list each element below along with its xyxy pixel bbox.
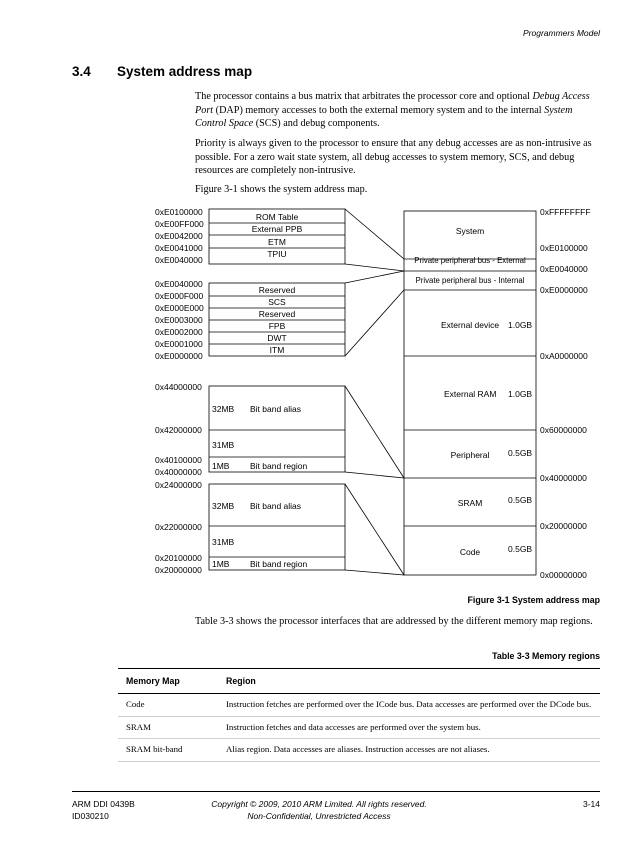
alias-label: Bit band alias <box>250 501 302 511</box>
addr-label: 0xE0000000 <box>155 351 203 361</box>
doc-id: ARM DDI 0439B <box>72 799 135 809</box>
column-header: Memory Map <box>118 669 218 694</box>
region-size: 1.0GB <box>508 320 533 330</box>
table-cell: Alias region. Data accesses are aliases. Instruction accesses are not aliases. <box>218 739 600 762</box>
addr-label: 0xE000F000 <box>155 291 204 301</box>
region-label: Bit band region <box>250 559 308 569</box>
addr-label: 0x40000000 <box>155 467 202 477</box>
footer-divider <box>72 791 600 792</box>
addr-label: 0x00000000 <box>540 570 587 580</box>
addr-label: 0xE000E000 <box>155 303 204 313</box>
block-label: DWT <box>267 333 287 343</box>
region-size-label: 1MB <box>212 461 230 471</box>
block-label: ITM <box>269 345 285 355</box>
text-run: (DAP) memory accesses to both the external memory system and to the internal <box>213 104 545 116</box>
addr-label: 0x44000000 <box>155 382 202 392</box>
block-label: Reserved <box>258 309 296 319</box>
block-label: FPB <box>268 321 286 331</box>
addr-label: 0x20000000 <box>540 521 587 531</box>
region-size: 0.5GB <box>508 495 533 505</box>
table-cell: Instruction fetches and data accesses are performed over the system bus. <box>218 716 600 739</box>
region-name: SRAM <box>457 498 483 508</box>
copyright: Copyright © 2009, 2010 ARM Limited. All rights reserved. <box>211 799 427 809</box>
addr-label: 0xE0001000 <box>155 339 203 349</box>
table-row <box>118 739 600 762</box>
region-size: 1.0GB <box>508 389 533 399</box>
addr-label: 0xE0040000 <box>155 255 203 265</box>
region-label: Bit band region <box>250 461 308 471</box>
paragraph-priority: Priority is always given to the processor to ensure that any debug accesses are as non-intrusive as possible. For a zero wait state system, all debug accesses to system memory, SCS, and debug resources are completely non-intrusive. <box>195 138 592 176</box>
addr-label: 0xE0042000 <box>155 231 203 241</box>
text-run-italic: Debug Access Port <box>195 91 590 116</box>
system-address-map-figure <box>0 195 638 600</box>
region-name: Code <box>459 547 481 557</box>
addr-label: 0x22000000 <box>155 522 202 532</box>
peripheral-bitband-box <box>209 386 345 472</box>
section-number: 3.4 <box>72 64 91 79</box>
region-name: System <box>455 226 485 236</box>
block-label: ETM <box>268 237 286 247</box>
region-name: Private peripheral bus - External <box>414 256 526 265</box>
block-label: TPIU <box>267 249 287 259</box>
table-row <box>118 716 600 739</box>
addr-label: 0xE0002000 <box>155 327 203 337</box>
addr-label: 0xE0100000 <box>540 243 588 253</box>
block-label: Reserved <box>258 285 296 295</box>
addr-label: 0x20000000 <box>155 565 202 575</box>
paragraph-table-ref: Table 3-3 shows the processor interfaces that are addressed by the different memory map regions. <box>195 616 593 627</box>
region-name: External device <box>441 320 500 330</box>
table-header-row <box>118 669 600 694</box>
region-name: Private peripheral bus - Internal <box>415 276 525 285</box>
region-size: 0.5GB <box>508 448 533 458</box>
paragraph-figure-ref: Figure 3-1 shows the system address map. <box>195 184 368 195</box>
alias-label: Bit band alias <box>250 404 302 414</box>
text-run-italic: System Control Space <box>195 104 573 129</box>
addr-label: 0x20100000 <box>155 553 202 563</box>
table-cell: SRAM bit-band <box>118 739 218 762</box>
running-header: Programmers Model <box>523 28 600 38</box>
region-size: 0.5GB <box>508 544 533 554</box>
section-title: System address map <box>117 64 253 79</box>
table-caption: Table 3-3 Memory regions <box>492 651 600 661</box>
addr-label: 0x40000000 <box>540 473 587 483</box>
table-cell: SRAM <box>118 716 218 739</box>
column-header: Region <box>218 669 600 694</box>
page-number: 3-14 <box>582 799 600 809</box>
block-label: External PPB <box>251 224 303 234</box>
addr-label: 0x24000000 <box>155 480 202 490</box>
paragraph-bus-matrix <box>195 90 605 131</box>
addr-label: 0xE0040000 <box>540 264 588 274</box>
gap-size-label: 31MB <box>212 440 235 450</box>
addr-label: 0x42000000 <box>155 425 202 435</box>
addr-label: 0xE00FF000 <box>155 219 204 229</box>
table-cell: Code <box>118 694 218 717</box>
addr-label: 0xE0003000 <box>155 315 203 325</box>
confidentiality: Non-Confidential, Unrestricted Access <box>247 811 391 821</box>
addr-label: 0x40100000 <box>155 455 202 465</box>
addr-label: 0x60000000 <box>540 425 587 435</box>
doc-revision: ID030210 <box>72 811 109 821</box>
addr-label: 0xE0100000 <box>155 207 203 217</box>
addr-label: 0xA0000000 <box>540 351 588 361</box>
addr-label: 0xE0040000 <box>155 279 203 289</box>
memory-regions-table <box>118 668 600 762</box>
region-size-label: 1MB <box>212 559 230 569</box>
region-name: External RAM <box>444 389 497 399</box>
block-label: SCS <box>268 297 286 307</box>
alias-size-label: 32MB <box>212 404 235 414</box>
footer-legal <box>0 798 638 822</box>
region-name: Peripheral <box>450 450 490 460</box>
addr-label: 0xE0000000 <box>540 285 588 295</box>
table-cell: Instruction fetches are performed over the ICode bus. Data accesses are performed over the DCode bus. <box>218 694 600 717</box>
text-run: The processor contains a bus matrix that arbitrates the processor core and optional <box>195 91 533 102</box>
address-map-diagram <box>0 195 638 595</box>
block-label: ROM Table <box>255 212 299 222</box>
text-run: (SCS) and debug components. <box>253 118 380 129</box>
addr-label: 0xFFFFFFFF <box>540 207 591 217</box>
gap-size-label: 31MB <box>212 537 235 547</box>
alias-size-label: 32MB <box>212 501 235 511</box>
table-row <box>118 694 600 717</box>
addr-label: 0xE0041000 <box>155 243 203 253</box>
figure-caption: Figure 3-1 System address map <box>467 595 600 605</box>
